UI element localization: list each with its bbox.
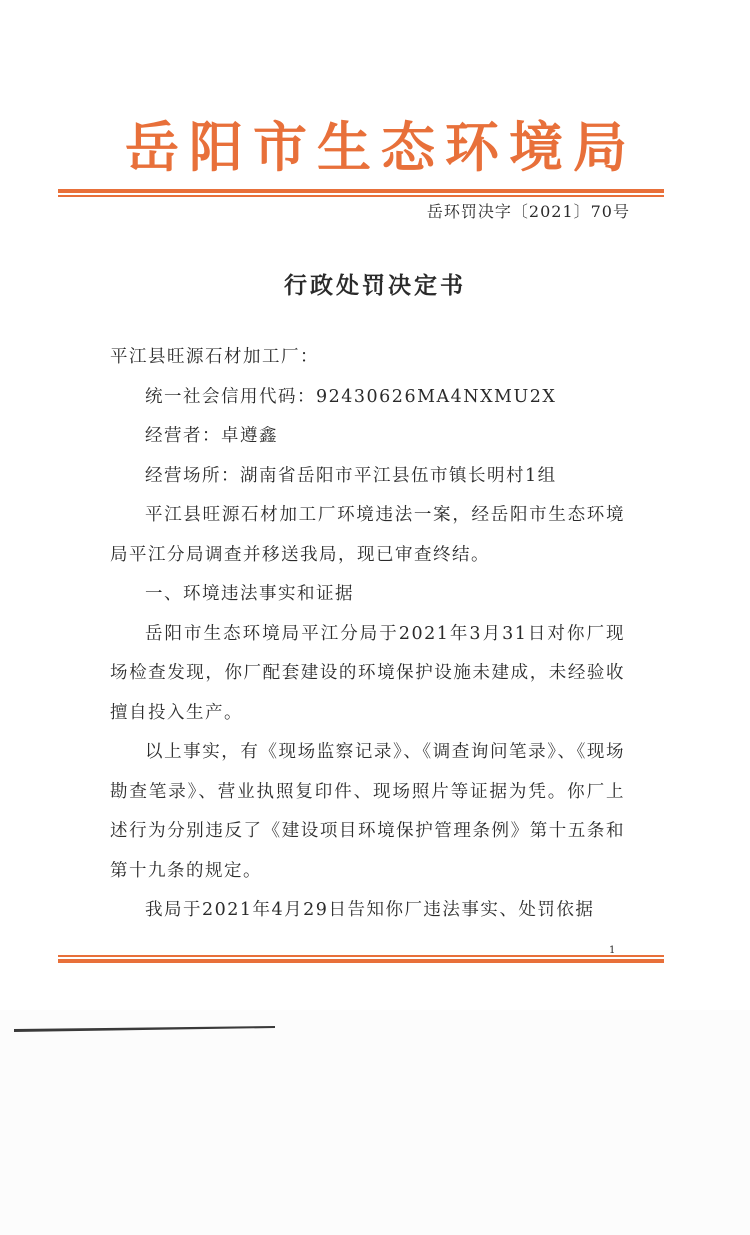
- operator-line: 经营者：卓遵鑫: [145, 426, 278, 446]
- address-line: 经营场所：湖南省岳阳市平江县伍市镇长明村1组: [145, 465, 557, 486]
- document-body: [110, 338, 625, 931]
- section-heading: 一、环境违法事实和证据: [145, 584, 354, 604]
- intro-paragraph: 平江县旺源石材加工厂环境违法一案，经岳阳市生态环境局平江分局调查并移送我局，现已审查终结。: [110, 505, 625, 565]
- document-title: 行政处罚决定书: [284, 273, 466, 299]
- recipient-line: 平江县旺源石材加工厂：: [110, 347, 319, 367]
- page-number: 1: [609, 945, 616, 956]
- header-rule-thin: [58, 195, 664, 197]
- document-number: 岳环罚决字〔2021〕70号: [426, 202, 630, 221]
- scan-edge-line: [0, 1010, 750, 1040]
- footer-rule-thin: [58, 955, 664, 957]
- footer-rule-thick: [58, 959, 664, 963]
- scan-bottom-area: [0, 1010, 750, 1235]
- evidence-paragraph: 以上事实，有《现场监察记录》、《调查询问笔录》、《现场勘查笔录》、营业执照复印件、现场照片等证据为凭。你厂上述行为分别违反了《建设项目环境保护管理条例》第十五条和第十九条的规定。: [110, 742, 625, 881]
- agency-masthead: 岳阳市生态环境局: [125, 116, 637, 179]
- credit-code-line: 统一社会信用代码：92430626MA4NXMU2X: [145, 386, 557, 407]
- notice-paragraph: 我局于2021年4月29日告知你厂违法事实、处罚依据: [145, 900, 595, 920]
- header-rule-thick: [58, 189, 664, 193]
- facts-paragraph: 岳阳市生态环境局平江分局于2021年3月31日对你厂现场检查发现，你厂配套建设的环境保护设施未建成，未经验收擅自投入生产。: [110, 623, 625, 723]
